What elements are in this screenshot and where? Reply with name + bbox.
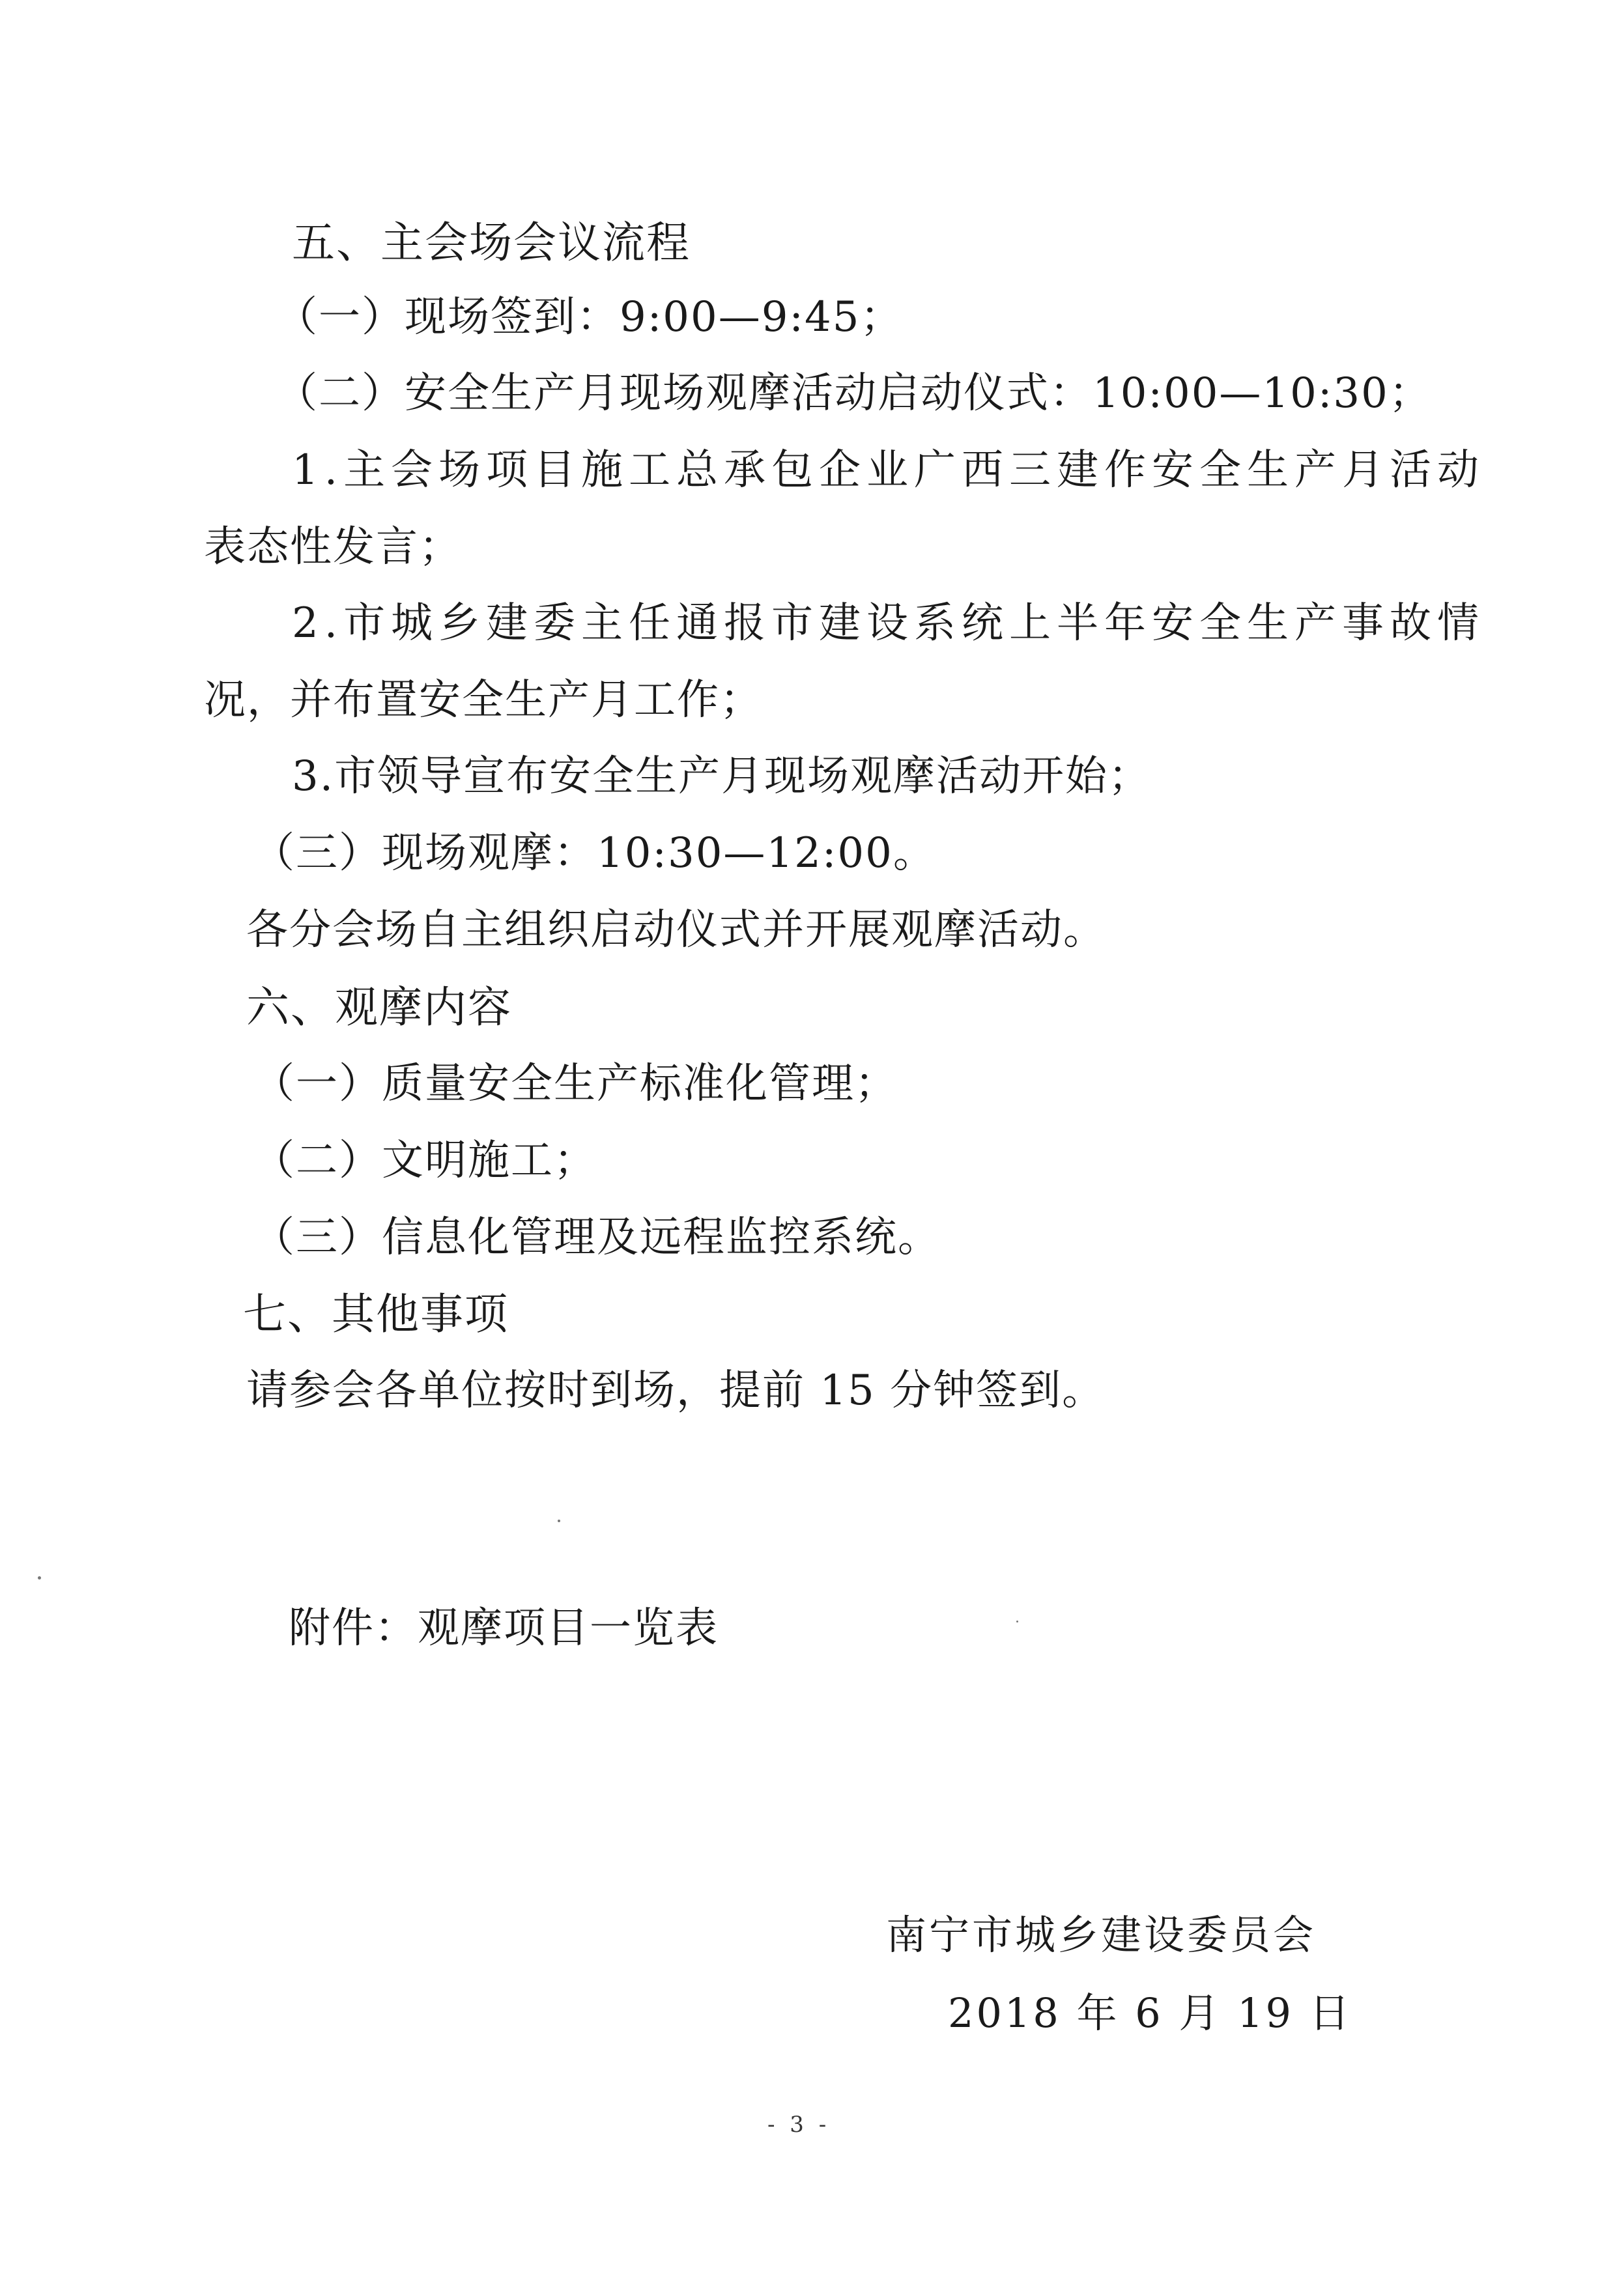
section7-heading: 七、其他事项 xyxy=(243,1289,509,1339)
scan-speck xyxy=(38,1576,41,1580)
section5-item-2: （二）安全生产月现场观摩活动启动仪式：10:00—10:30； xyxy=(276,369,1432,418)
section7-item-1: 请参会各单位按时到场，提前 15 分钟签到。 xyxy=(246,1367,1106,1415)
page-number: - 3 - xyxy=(767,2112,831,2138)
section5-item-3-line2: 表态性发言； xyxy=(204,523,462,571)
section5-item-4-line2: 况，并布置安全生产月工作； xyxy=(204,676,763,724)
section5-item-1: （一）现场签到：9:00—9:45； xyxy=(276,293,904,341)
signature-organization: 南宁市城乡建设委员会 xyxy=(886,1911,1317,1959)
section5-heading: 五、主会场会议流程 xyxy=(292,218,691,268)
section5-note: 各分会场自主组织启动仪式并开展观摩活动。 xyxy=(246,906,1106,954)
attachment-line: 附件：观摩项目一览表 xyxy=(289,1604,719,1652)
section6-heading: 六、观摩内容 xyxy=(246,982,512,1032)
signature-date: 2018 年 6 月 19 日 xyxy=(948,1989,1352,2037)
section6-item-2: （二）文明施工； xyxy=(253,1137,597,1185)
section5-item-4-line1: 2.市城乡建委主任通报市建设系统上半年安全生产事故情 xyxy=(292,599,1485,647)
section5-item-5: 3.市领导宣布安全生产月现场观摩活动开始； xyxy=(292,752,1152,801)
scan-speck xyxy=(1016,1621,1018,1623)
section6-item-3: （三）信息化管理及远程监控系统。 xyxy=(253,1213,941,1262)
section5-item-6: （三）现场观摩：10:30—12:00。 xyxy=(253,829,936,877)
section5-item-3-line1: 1.主会场项目施工总承包企业广西三建作安全生产月活动 xyxy=(292,446,1485,494)
scan-speck xyxy=(558,1520,560,1522)
section6-item-1: （一）质量安全生产标准化管理； xyxy=(253,1060,898,1108)
